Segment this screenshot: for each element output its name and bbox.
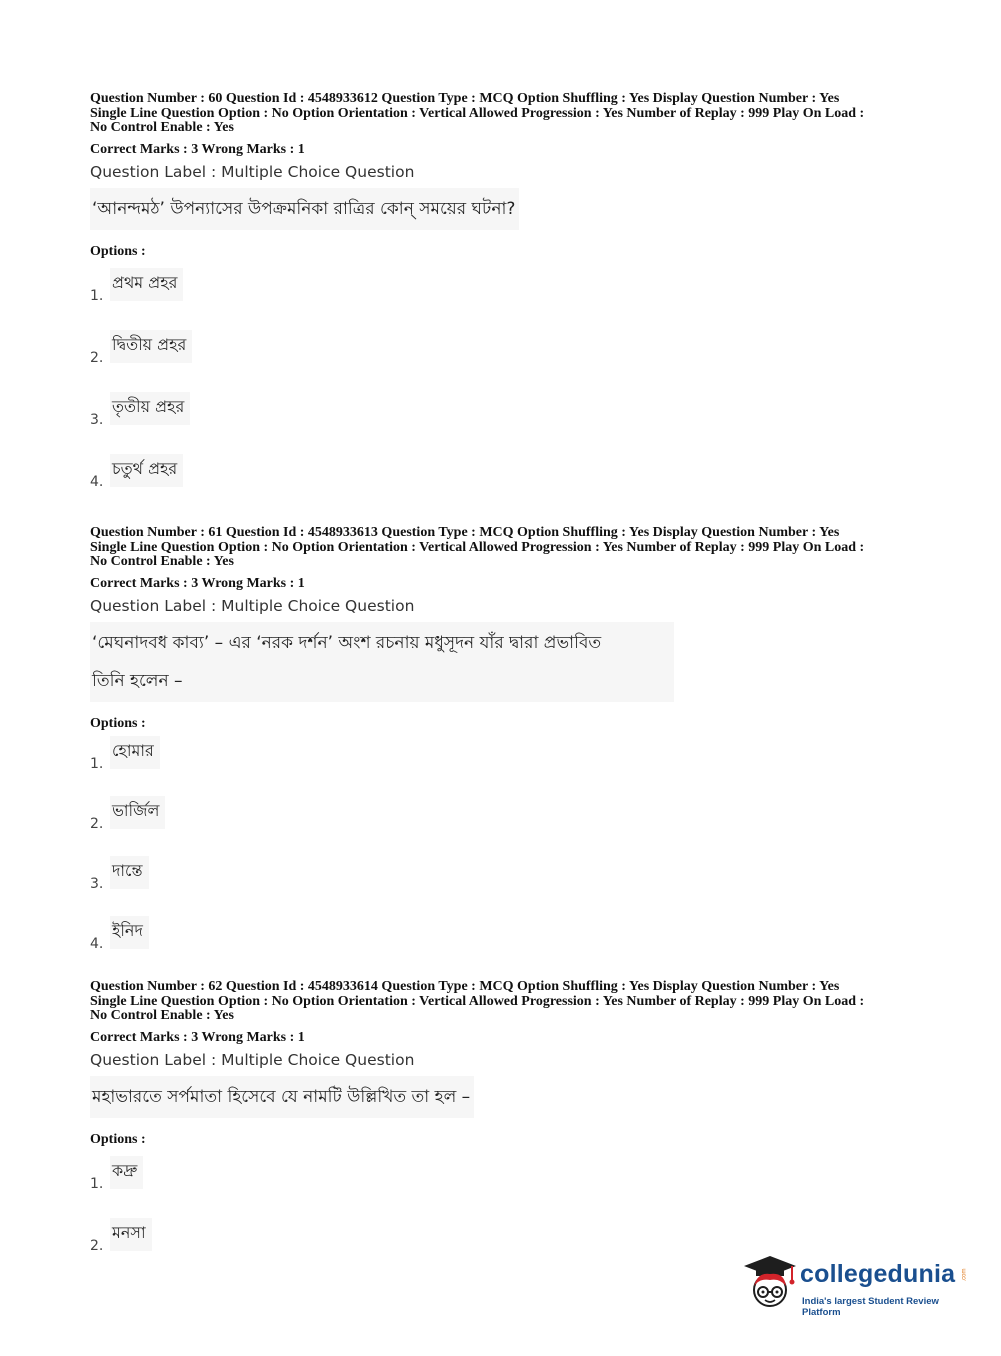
option-text: ইনিদ	[110, 916, 149, 949]
question-label: Question Label : Multiple Choice Question	[90, 1050, 415, 1069]
option-item[interactable]	[90, 856, 920, 916]
question-label: Question Label : Multiple Choice Question	[90, 162, 415, 181]
question-text: ‘আনন্দমঠ’ উপন্যাসের উপক্রমনিকা রাত্রির কোন্ সময়ের ঘটনা?	[90, 188, 519, 230]
option-number: 1.	[90, 1175, 104, 1192]
option-number: 2.	[90, 349, 104, 366]
mascot-icon	[740, 1252, 798, 1316]
question-meta: Question Number : 62 Question Id : 4548933614 Question Type : MCQ Option Shuffling : Yes Display Question Number : Yes Single Line Question Option : No Option Orientation : Vertical Allowed Progression : Yes Number of Replay : 999 Play On Load : No Control Enable : Yes	[90, 979, 865, 1024]
option-item[interactable]	[90, 268, 920, 330]
option-item[interactable]	[90, 454, 920, 516]
options-list	[90, 736, 920, 976]
question-block-60	[90, 92, 920, 516]
marks-line: Correct Marks : 3 Wrong Marks : 1	[90, 141, 305, 157]
option-text: দান্তে	[110, 856, 149, 889]
option-item[interactable]	[90, 796, 920, 856]
marks-line: Correct Marks : 3 Wrong Marks : 1	[90, 575, 305, 591]
option-item[interactable]	[90, 1156, 920, 1218]
option-item[interactable]	[90, 916, 920, 976]
option-text: চতুর্থ প্রহর	[110, 454, 183, 487]
option-text: প্রথম প্রহর	[110, 268, 183, 301]
option-item[interactable]	[90, 330, 920, 392]
options-label: Options :	[90, 715, 146, 731]
option-text: ভার্জিল	[110, 796, 165, 829]
option-text: হোমার	[110, 736, 160, 769]
option-number: 1.	[90, 755, 104, 772]
logo-com-text: .com	[961, 1268, 968, 1282]
option-number: 4.	[90, 473, 104, 490]
option-number: 4.	[90, 935, 104, 952]
question-block-61	[90, 526, 920, 976]
logo-brand-text: collegedunia	[800, 1260, 956, 1288]
question-meta: Question Number : 60 Question Id : 4548933612 Question Type : MCQ Option Shuffling : Yes Display Question Number : Yes Single Line Question Option : No Option Orientation : Vertical Allowed Progression : Yes Number of Replay : 999 Play On Load : No Control Enable : Yes	[90, 91, 865, 136]
question-text: মহাভারতে সর্পমাতা হিসেবে যে নামটি উল্লিখিত তা হল –	[90, 1076, 474, 1118]
option-item[interactable]	[90, 736, 920, 796]
options-label: Options :	[90, 1131, 146, 1147]
option-text: কদ্রু	[110, 1156, 143, 1189]
options-list	[90, 268, 920, 516]
option-number: 3.	[90, 875, 104, 892]
option-number: 1.	[90, 287, 104, 304]
logo-tagline: India's largest Student Review Platform	[802, 1296, 939, 1318]
option-number: 3.	[90, 411, 104, 428]
option-text: দ্বিতীয় প্রহর	[110, 330, 192, 363]
option-text: মনসা	[110, 1218, 152, 1251]
option-text: তৃতীয় প্রহর	[110, 392, 190, 425]
option-item[interactable]	[90, 392, 920, 454]
option-number: 2.	[90, 815, 104, 832]
collegedunia-logo[interactable]	[740, 1252, 970, 1316]
question-block-62	[90, 980, 920, 1280]
question-label: Question Label : Multiple Choice Question	[90, 596, 415, 615]
marks-line: Correct Marks : 3 Wrong Marks : 1	[90, 1029, 305, 1045]
question-text: ‘মেঘনাদবধ কাব্য’ – এর ‘নরক দর্শন’ অংশ রচনায় মধুসূদন যাঁর দ্বারা প্রভাবিত তিনি হলেন –	[90, 622, 674, 702]
option-number: 2.	[90, 1237, 104, 1254]
question-meta: Question Number : 61 Question Id : 4548933613 Question Type : MCQ Option Shuffling : Yes Display Question Number : Yes Single Line Question Option : No Option Orientation : Vertical Allowed Progression : Yes Number of Replay : 999 Play On Load : No Control Enable : Yes	[90, 525, 865, 570]
options-label: Options :	[90, 243, 146, 259]
